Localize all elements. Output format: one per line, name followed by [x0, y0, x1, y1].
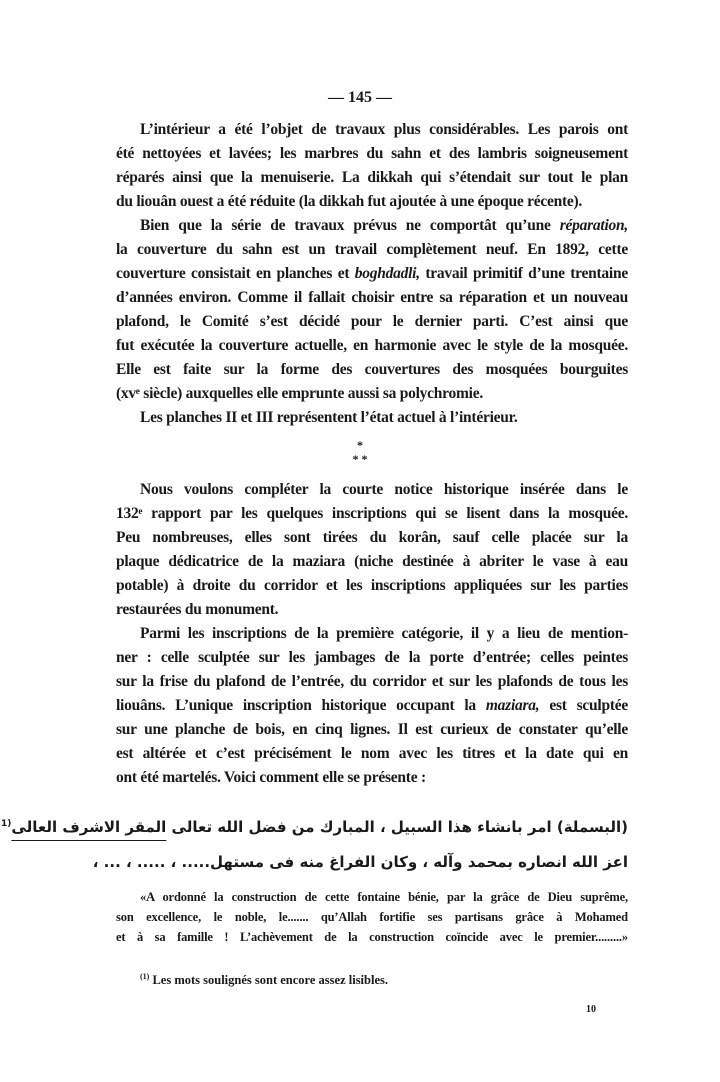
footnote — [140, 972, 388, 988]
footnote-ref: (1 — [1, 819, 12, 829]
text-line — [116, 646, 628, 670]
text-line — [116, 142, 628, 166]
text-segment: été nettoyées et lavées; les marbres du sahn et des lambris soigneusement — [116, 145, 628, 162]
text-line — [116, 406, 628, 430]
text-line — [116, 766, 628, 790]
translation-block — [116, 887, 628, 947]
text-segment: L’intérieur a été l’objet de travaux plus considérables. Les parois ont — [140, 121, 628, 138]
arabic-text: (البسملة) امر بانشاء هذا السبيل ، المبارك من فضل الله تعالى — [166, 818, 628, 836]
text-segment: fut exécutée la couverture actuelle, en harmonie avec le style de la mosquée. — [116, 337, 628, 354]
text-segment: liouâns. L’unique inscription historique occupant la — [116, 697, 486, 714]
text-line — [116, 927, 628, 947]
text-segment: réparés ainsi que la menuiserie. La dikkah qui s’étendait sur tout le plan — [116, 169, 628, 186]
text-line — [116, 502, 628, 526]
text-segment: Nous voulons compléter la courte notice historique insérée dans le — [140, 481, 628, 498]
text-segment: la couverture du sahn est un travail complètement neuf. En 1892, cette — [116, 241, 628, 258]
text-line — [116, 907, 628, 927]
text-line — [116, 190, 628, 214]
arabic-text: اعز الله انصاره بمحمد وآله ، وكان الفراغ منه فى مستهل..... ، ..... ، ... ، — [92, 853, 628, 871]
text-line — [116, 550, 628, 574]
text-line — [116, 622, 628, 646]
text-segment: Peu nombreuses, elles sont tirées du korân, sauf celle placée sur la — [116, 529, 628, 546]
arabic-underlined-words: المقر الاشرف العالى — [11, 818, 167, 836]
text-segment: Les planches II et III représentent l’état actuel à l’intérieur. — [140, 409, 518, 426]
italic-term: réparation, — [559, 217, 628, 234]
separator-star-top: * — [357, 438, 363, 452]
text-segment: Parmi les inscriptions de la première catégorie, il y a lieu de mention- — [140, 625, 628, 642]
italic-term: boghdadli, — [354, 265, 420, 282]
text-line — [116, 382, 628, 406]
text-line — [116, 358, 628, 382]
text-line — [116, 598, 628, 622]
text-line — [116, 166, 628, 190]
footnote-text: Les mots soulignés sont encore assez lisibles. — [152, 973, 388, 988]
text-block-interior-works — [116, 118, 628, 430]
text-line — [116, 238, 628, 262]
text-segment: plafond, le Comité s’est décidé pour le dernier parti. C’est ainsi que — [116, 313, 628, 330]
text-line — [116, 887, 628, 907]
footnote-mark: (1) — [140, 972, 150, 981]
text-segment: couverture consistait en planches et — [116, 265, 355, 282]
text-line — [116, 310, 628, 334]
section-separator — [0, 438, 720, 466]
arabic-inscription-line-2 — [92, 853, 628, 871]
text-line — [116, 478, 628, 502]
text-segment: son excellence, le noble, le....... qu’Allah fortifie ses partisans grâce à Mohamed — [116, 910, 628, 924]
text-line — [116, 694, 628, 718]
italic-term: maziara, — [485, 697, 540, 714]
text-line — [116, 526, 628, 550]
text-line — [116, 118, 628, 142]
text-segment: travail primitif d’une trentaine — [419, 265, 628, 282]
text-segment: «A ordonné la construction de cette fontaine bénie, par la grâce de Dieu suprême, — [140, 890, 628, 904]
text-segment: Bien que la série de travaux prévus ne comportât qu’une — [140, 217, 560, 234]
text-line — [116, 286, 628, 310]
text-segment: potable) à droite du corridor et les inscriptions appliquées sur les parties — [116, 577, 628, 594]
text-segment: sur une planche de bois, en cinq lignes. Il est curieux de constater qu’elle — [116, 721, 628, 738]
text-segment: (xvᵉ siècle) auxquelles elle emprunte aussi sa polychromie. — [116, 385, 483, 402]
text-segment: et à sa famille ! L’achèvement de la construction coïncide avec le premier.........» — [116, 930, 628, 944]
arabic-inscription-line-1 — [1, 818, 628, 836]
text-segment: est sculptée — [539, 697, 628, 714]
text-segment: restaurées du monument. — [116, 601, 279, 618]
text-line — [116, 214, 628, 238]
text-segment: est altérée et c’est précisément le nom avec les titres et la date qui en — [116, 745, 628, 762]
text-segment: 132ᵉ rapport par les quelques inscriptions qui se lisent dans la mosquée. — [116, 505, 628, 522]
text-line — [116, 670, 628, 694]
text-segment: du liouân ouest a été réduite (la dikkah fut ajoutée à une époque récente). — [116, 193, 583, 210]
page-number: — 145 — — [328, 89, 392, 106]
text-segment: plaque dédicatrice de la maziara (niche destinée à abriter le vase à eau — [116, 553, 628, 570]
text-line — [116, 334, 628, 358]
text-segment: sur la frise du plafond de l’entrée, du corridor et sur les plafonds de tous les — [116, 673, 628, 690]
signature-mark: 10 — [586, 1004, 596, 1015]
text-segment: ont été martelés. Voici comment elle se présente : — [116, 769, 426, 786]
text-segment: Elle est faite sur la forme des couvertures des mosquées bourguites — [116, 361, 628, 378]
text-line — [116, 262, 628, 286]
text-line — [116, 742, 628, 766]
text-line — [116, 574, 628, 598]
separator-stars-bottom: * * — [352, 452, 368, 466]
text-segment: d’années environ. Comme il fallait choisir entre sa réparation et un nouveau — [116, 289, 628, 306]
text-segment: ner : celle sculptée sur les jambages de la porte d’entrée; celles peintes — [116, 649, 628, 666]
text-line — [116, 718, 628, 742]
text-block-inscriptions — [116, 478, 628, 790]
